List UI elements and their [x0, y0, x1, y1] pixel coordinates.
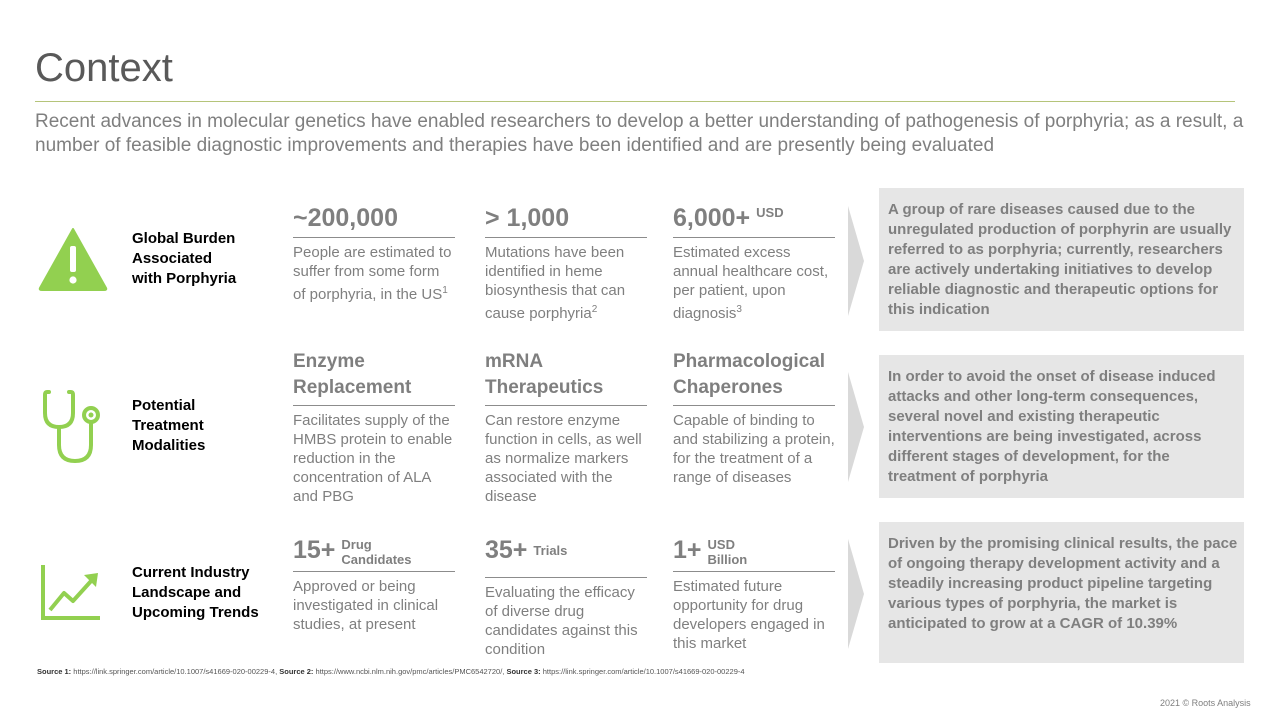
stethoscope-icon [42, 389, 104, 465]
stat-desc: People are estimated to suffer from some form of porphyria, in the US [293, 244, 452, 303]
stat-mutations [485, 203, 647, 323]
stat-unit: USD [756, 205, 784, 220]
footnote-ref: 2 [591, 304, 598, 315]
modality-desc: Capable of binding to and stabilizing a protein, for the treatment of a range of diseases [673, 412, 835, 486]
stat-patients [293, 203, 455, 304]
stat-desc: Estimated excess annual healthcare cost, per patient, upon diagnosis [673, 244, 829, 322]
stat-underline [485, 577, 647, 578]
stat-underline [485, 405, 647, 406]
stat-underline [293, 405, 455, 406]
modality-mrna-therapeutics [485, 349, 647, 506]
source-link[interactable]: https://link.springer.com/article/10.1007/s41669-020-00229-4 [542, 667, 745, 676]
modality-enzyme-replacement [293, 349, 455, 506]
stat-value: 15+ [293, 536, 336, 564]
stat-desc: Evaluating the efficacy of diverse drug candidates against this condition [485, 584, 638, 658]
stat-drug-candidates [293, 535, 455, 634]
stat-value: ~200,000 [293, 204, 398, 232]
stat-healthcare-cost [673, 203, 835, 323]
intro-text: Recent advances in molecular genetics have enabled researchers to develop a better understanding of pathogenesis of porphyria; as a result, a number of feasible diagnostic improvements and therapies have been identified and are presently being evaluated [35, 111, 1244, 156]
warning-icon [38, 227, 108, 291]
sources-footnote: Source 1: https://link.springer.com/article/10.1007/s41669-020-00229-4, Source 2: https://www.ncbi.nlm.nih.gov/pmc/articles/PMC6542720/, Source 3: https://link.springer.com/article/10.1007/s41669-020-00229-4 [37, 667, 745, 676]
modality-desc: Can restore enzyme function in cells, as well as normalize markers associated with the disease [485, 412, 642, 505]
stat-underline [673, 405, 835, 406]
stat-market-opportunity [673, 535, 835, 653]
stat-underline [293, 571, 455, 572]
chevron-right-icon [848, 539, 864, 649]
stat-unit: Drug Candidates [341, 537, 412, 567]
title-divider [35, 101, 1235, 102]
modality-heading: Enzyme Replacement [293, 351, 412, 398]
trend-chart-icon [40, 563, 102, 621]
stat-trials [485, 535, 647, 659]
modality-desc: Facilitates supply of the HMBS protein to enable reduction in the concentration of ALA and PBG [293, 412, 453, 505]
row-label-treatment-modalities: Potential Treatment Modalities [132, 397, 206, 454]
stat-underline [293, 237, 455, 238]
stat-value: 6,000+ [673, 204, 751, 232]
copyright: 2021 © Roots Analysis [1160, 698, 1251, 708]
stat-underline [673, 571, 835, 572]
stat-unit: USD Billion [707, 537, 748, 567]
row-label-global-burden: Global Burden Associated with Porphyria [132, 230, 237, 287]
stat-desc: Approved or being investigated in clinical studies, at present [293, 578, 439, 633]
stat-desc: Mutations have been identified in heme biosynthesis that can cause porphyria [485, 244, 626, 322]
summary-panel-treatment-modalities: In order to avoid the onset of disease induced attacks and other long-term consequences, several novel and existing therapeutic interventions are being investigated, across different stages of development, for the treatment of porphyria [879, 355, 1244, 498]
stat-unit: Trials [533, 543, 568, 558]
source-link[interactable]: https://link.springer.com/article/10.1007/s41669-020-00229-4, [73, 667, 278, 676]
stat-desc: Estimated future opportunity for drug developers engaged in this market [673, 578, 825, 652]
summary-panel-global-burden: A group of rare diseases caused due to the unregulated production of porphyrin are usually referred to as porphyria; currently, researchers are actively undertaking initiatives to develop reliable diagnostic and therapeutic options for this indication [879, 188, 1244, 331]
footnote-ref: 3 [736, 304, 742, 315]
footnote-ref: 1 [442, 285, 448, 296]
summary-panel-industry-landscape: Driven by the promising clinical results, the pace of ongoing therapy development activity and a steadily increasing product pipeline targeting various types of porphyria, the market is anticipated to grow at a CAGR of 10.39% [879, 522, 1244, 663]
chevron-right-icon [848, 372, 864, 482]
stat-value: 1+ [673, 536, 702, 564]
source-link[interactable]: https://www.ncbi.nlm.nih.gov/pmc/articles/PMC6542720/, [315, 667, 505, 676]
modality-heading: mRNA Therapeutics [485, 351, 604, 398]
stat-value: > 1,000 [485, 204, 570, 232]
row-label-industry-landscape: Current Industry Landscape and Upcoming Trends [132, 564, 259, 621]
stat-underline [673, 237, 835, 238]
stat-underline [485, 237, 647, 238]
chevron-right-icon [848, 206, 864, 316]
modality-heading: Pharmacological Chaperones [673, 351, 826, 398]
modality-pharmacological-chaperones [673, 349, 835, 487]
stat-value: 35+ [485, 536, 528, 564]
page-title: Context [35, 46, 173, 90]
